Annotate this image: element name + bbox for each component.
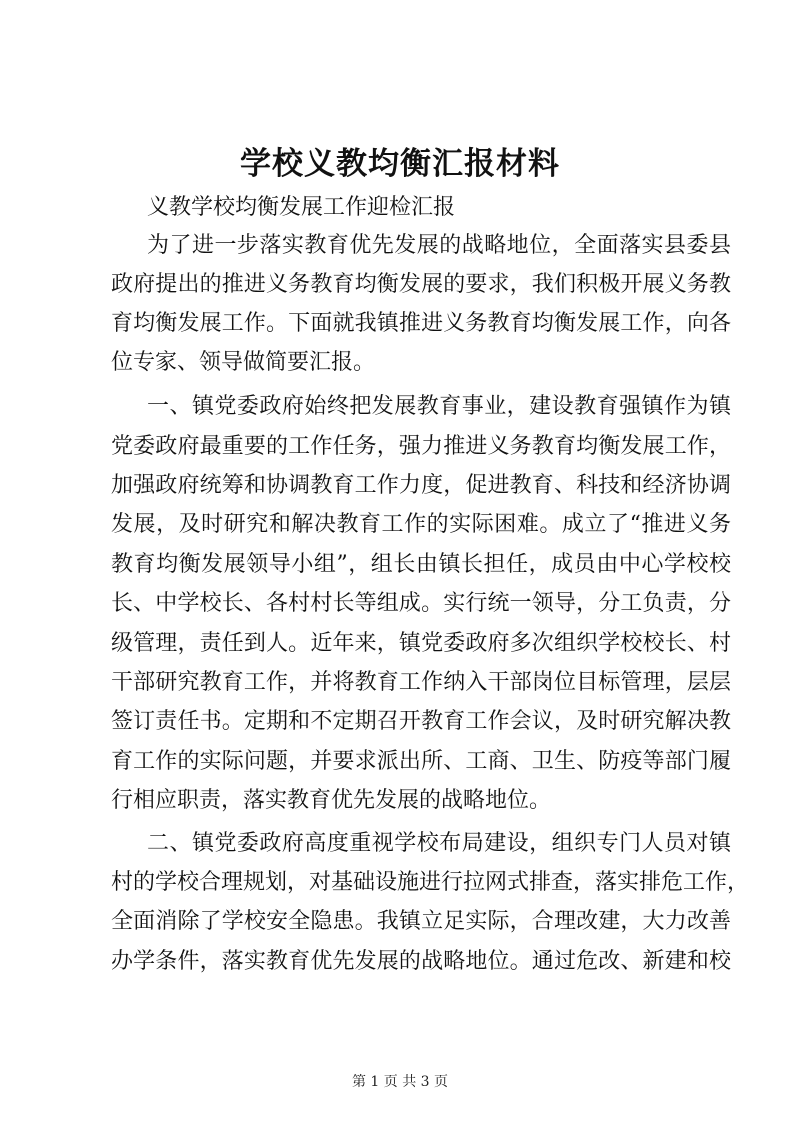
paragraph-line: 办学条件，落实教育优先发展的战略地位。通过危改、新建和校: [111, 949, 731, 974]
paragraph-line: 级管理，责任到人。近年来，镇党委政府多次组织学校校长、村: [111, 631, 731, 656]
paragraph-line: 位专家、领导做简要汇报。: [111, 350, 376, 375]
paragraph-line: 发展，及时研究和解决教育工作的实际困难。成立了“推进义务: [111, 512, 731, 537]
paragraph-line: 行相应职责，落实教育优先发展的战略地位。: [111, 788, 552, 813]
paragraph-line: 为了进一步落实教育优先发展的战略地位，全面落实县委县: [147, 233, 731, 258]
paragraph-line: 签订责任书。定期和不定期召开教育工作会议，及时研究解决教: [111, 709, 731, 734]
document-subtitle: 义教学校均衡发展工作迎检汇报: [147, 195, 456, 220]
page-footer: 第 1 页 共 3 页: [351, 1074, 449, 1090]
paragraph-line: 全面消除了学校安全隐患。我镇立足实际，合理改建，大力改善: [111, 909, 731, 934]
paragraph-line: 党委政府最重要的工作任务，强力推进义务教育均衡发展工作，: [111, 434, 731, 459]
paragraph-line: 二、镇党委政府高度重视学校布局建设，组织专门人员对镇: [147, 831, 731, 856]
paragraph-line: 一、镇党委政府始终把发展教育事业，建设教育强镇作为镇: [147, 394, 731, 419]
paragraph-line: 教育均衡发展领导小组”，组长由镇长担任，成员由中心学校校: [111, 552, 731, 577]
paragraph-line: 村的学校合理规划，对基础设施进行拉网式排查，落实排危工作，: [111, 870, 750, 895]
paragraph-line: 育均衡发展工作。下面就我镇推进义务教育均衡发展工作，向各: [111, 311, 731, 336]
paragraph-line: 长、中学校长、各村村长等组成。实行统一领导，分工负责，分: [111, 591, 731, 616]
paragraph-line: 加强政府统筹和协调教育工作力度，促进教育、科技和经济协调: [111, 473, 731, 498]
paragraph-line: 政府提出的推进义务教育均衡发展的要求，我们积极开展义务教: [111, 272, 731, 297]
paragraph-line: 育工作的实际问题，并要求派出所、工商、卫生、防疫等部门履: [111, 749, 731, 774]
paragraph-line: 干部研究教育工作，并将教育工作纳入干部岗位目标管理，层层: [111, 670, 731, 695]
document-title: 学校义教均衡汇报材料: [240, 146, 560, 182]
